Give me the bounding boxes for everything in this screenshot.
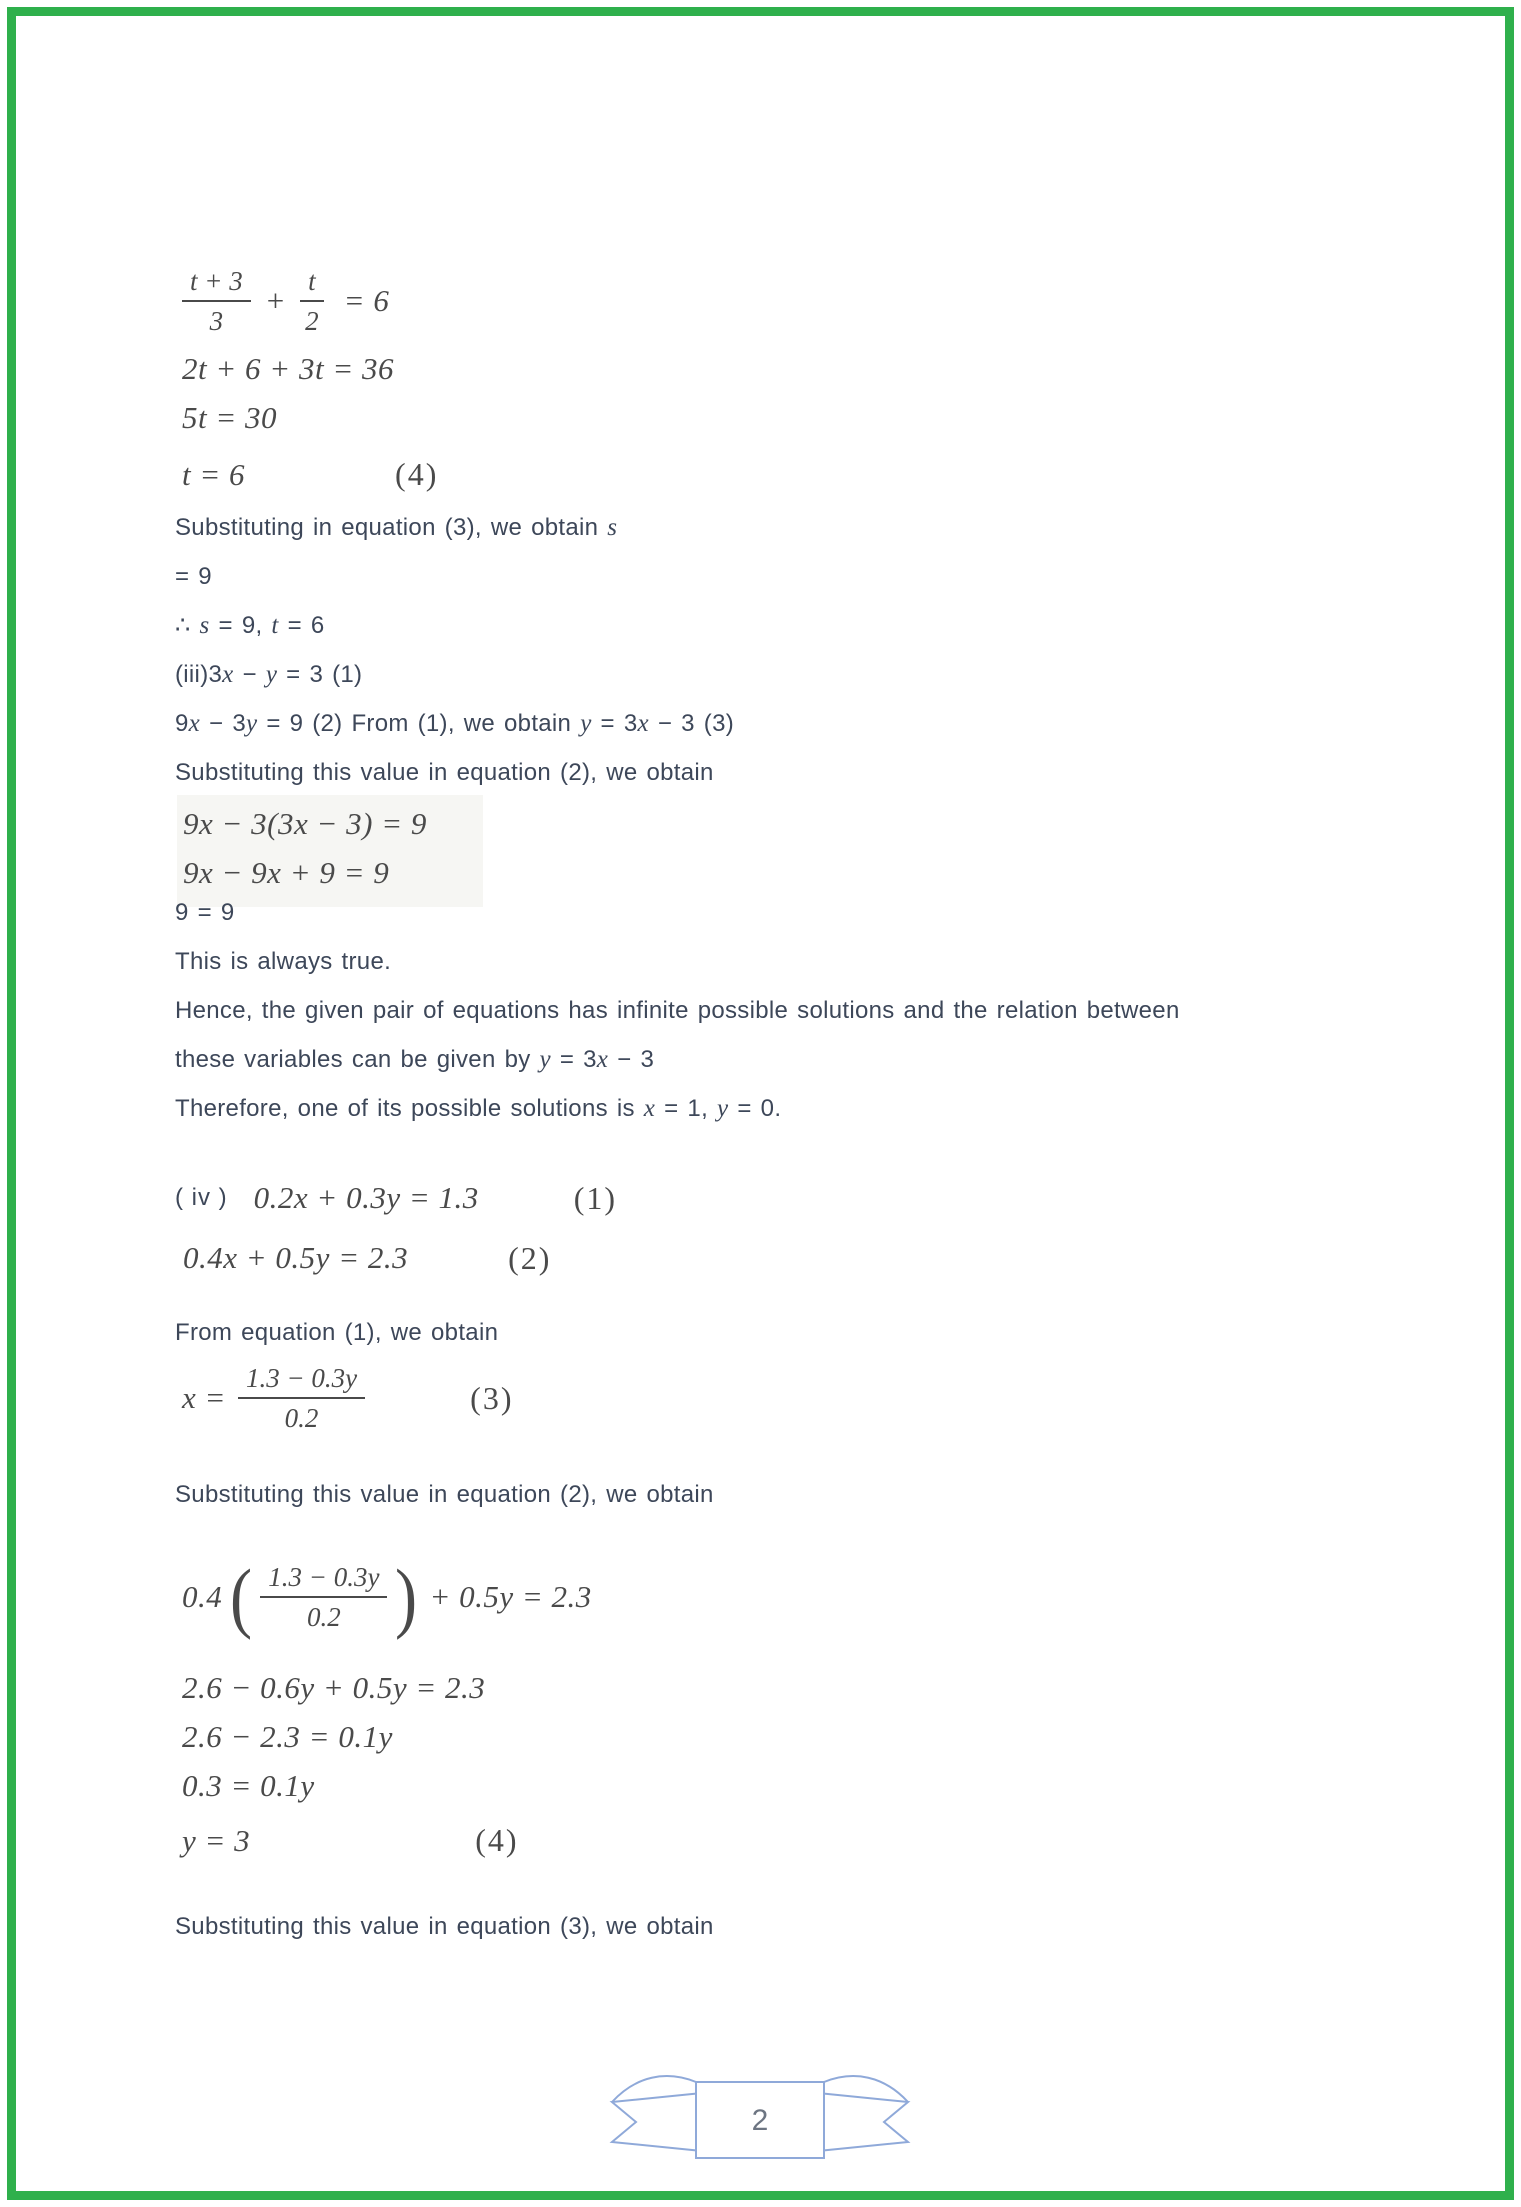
- equation-line: 5t = 30: [182, 400, 278, 435]
- right-paren: ): [395, 1552, 418, 1640]
- fraction-numerator: t: [300, 265, 324, 302]
- text-block-substitute-eq2: [175, 1470, 714, 1519]
- text-line: Substituting this value in equation (2), we obtain: [175, 759, 714, 786]
- page-number: 2: [751, 2104, 769, 2137]
- plus-operator: +: [264, 283, 287, 318]
- text-line: Hence, the given pair of equations has infinite possible solutions and the relation between: [175, 997, 1180, 1024]
- equation-tail: + 0.5y = 2.3: [429, 1579, 592, 1614]
- fraction: [260, 1561, 387, 1634]
- equation-line: 9x − 3(3x − 3) = 9: [183, 806, 427, 841]
- equation-line: 0.3 = 0.1y: [182, 1768, 315, 1803]
- equation-number: (4): [475, 1822, 519, 1858]
- fraction: [182, 265, 251, 338]
- text-line: Therefore, one of its possible solutions is x = 1, y = 0.: [175, 1095, 782, 1122]
- equation-result: t = 6: [182, 457, 246, 492]
- text-line: From equation (1), we obtain: [175, 1319, 499, 1346]
- part-label: ( iv ): [175, 1184, 228, 1211]
- equation-result: y = 3: [182, 1823, 251, 1858]
- equation-block-x: [182, 1352, 513, 1444]
- equation-number: (3): [470, 1379, 514, 1416]
- equation-line: [182, 1816, 592, 1865]
- equation-line: [175, 1232, 617, 1284]
- equation-line: 2t + 6 + 3t = 36: [182, 351, 394, 386]
- equation-line: 2.6 − 0.6y + 0.5y = 2.3: [182, 1670, 486, 1705]
- equation-block-t: [182, 262, 438, 499]
- text-block-from-eq1: [175, 1308, 498, 1357]
- text-line: (iii)3x − y = 3 (1): [175, 661, 363, 688]
- coefficient: 0.4: [182, 1579, 223, 1614]
- equation-line: [182, 1545, 592, 1649]
- left-paren: (: [230, 1552, 253, 1640]
- fraction-denominator: 2: [305, 306, 319, 336]
- fraction-numerator: 1.3 − 0.3y: [238, 1362, 365, 1399]
- equation-line: 2.6 − 2.3 = 0.1y: [182, 1719, 393, 1754]
- equation-line: [175, 1172, 617, 1224]
- equation-rhs: = 6: [343, 283, 390, 318]
- equation-number: (1): [573, 1179, 618, 1216]
- equation-line: [182, 450, 438, 499]
- fraction: [300, 265, 324, 338]
- fraction-numerator: t + 3: [182, 265, 251, 302]
- equation-text: 0.4x + 0.5y = 2.3: [183, 1240, 409, 1275]
- text-line: these variables can be given by y = 3x − 3: [175, 1046, 655, 1073]
- text-line: ∴ s = 9, t = 6: [175, 612, 325, 639]
- equation-block-solve-y: [182, 1545, 592, 1865]
- text-line: = 9: [175, 563, 212, 590]
- equation-block-iv: [175, 1172, 617, 1284]
- equation-lhs: x =: [182, 1380, 226, 1415]
- equation-fraction-row: [182, 262, 438, 340]
- fraction-numerator: 1.3 − 0.3y: [260, 1561, 387, 1598]
- text-block-always-true: [175, 888, 1180, 1133]
- equation-text: 0.2x + 0.3y = 1.3: [253, 1180, 479, 1215]
- fraction-denominator: 0.2: [306, 1602, 341, 1632]
- fraction-denominator: 0.2: [284, 1403, 319, 1433]
- text-line: Substituting this value in equation (2), we obtain: [175, 1481, 714, 1508]
- fraction: [238, 1362, 365, 1435]
- text-block-substitute-eq3: [175, 1902, 714, 1951]
- equation-number: (2): [508, 1239, 552, 1276]
- fraction-denominator: 3: [209, 306, 224, 336]
- text-line: 9 = 9: [175, 899, 235, 926]
- text-line: Substituting in equation (3), we obtain s: [175, 514, 618, 541]
- equation-number: (4): [395, 456, 439, 492]
- text-block-substitution-s: [175, 503, 734, 797]
- equation-line: 9x − 9x + 9 = 9: [183, 855, 390, 890]
- page-ribbon: [600, 2068, 920, 2168]
- text-line: This is always true.: [175, 948, 392, 975]
- text-line: 9x − 3y = 9 (2) From (1), we obtain y = 3x − 3 (3): [175, 710, 735, 737]
- text-line: Substituting this value in equation (3), we obtain: [175, 1913, 714, 1940]
